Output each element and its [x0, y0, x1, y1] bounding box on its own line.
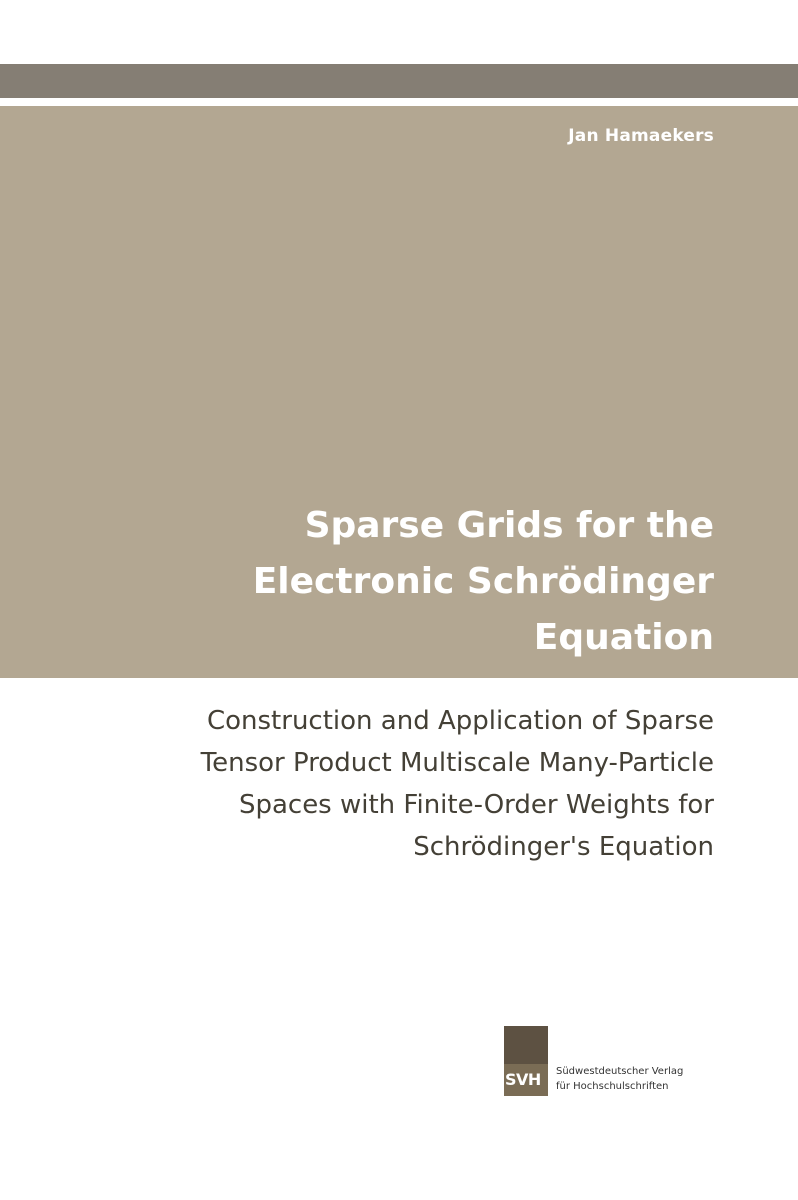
book-title: [74, 498, 714, 666]
subtitle-line: Tensor Product Multiscale Many-Particle: [200, 748, 714, 778]
logo-text: SVH: [505, 1070, 541, 1089]
title-line: Equation: [533, 617, 714, 658]
title-line: Electronic Schrödinger: [252, 561, 714, 602]
subtitle-line: Construction and Application of Sparse: [206, 706, 714, 736]
logo-dark-block: [504, 1026, 548, 1064]
subtitle-line: Spaces with Finite-Order Weights for: [238, 790, 714, 820]
book-subtitle: [34, 700, 714, 868]
author-name: Jan Hamaekers: [568, 126, 714, 146]
publisher-name-line1: Südwestdeutscher Verlag: [556, 1066, 684, 1077]
publisher-logo: [504, 1026, 548, 1096]
subtitle-line: Schrödinger's Equation: [413, 832, 714, 862]
publisher-block: [504, 1026, 734, 1096]
divider: [0, 98, 798, 106]
title-line: Sparse Grids for the: [304, 505, 714, 546]
top-band: [0, 64, 798, 98]
publisher-name-line2: für Hochschulschriften: [556, 1081, 669, 1092]
